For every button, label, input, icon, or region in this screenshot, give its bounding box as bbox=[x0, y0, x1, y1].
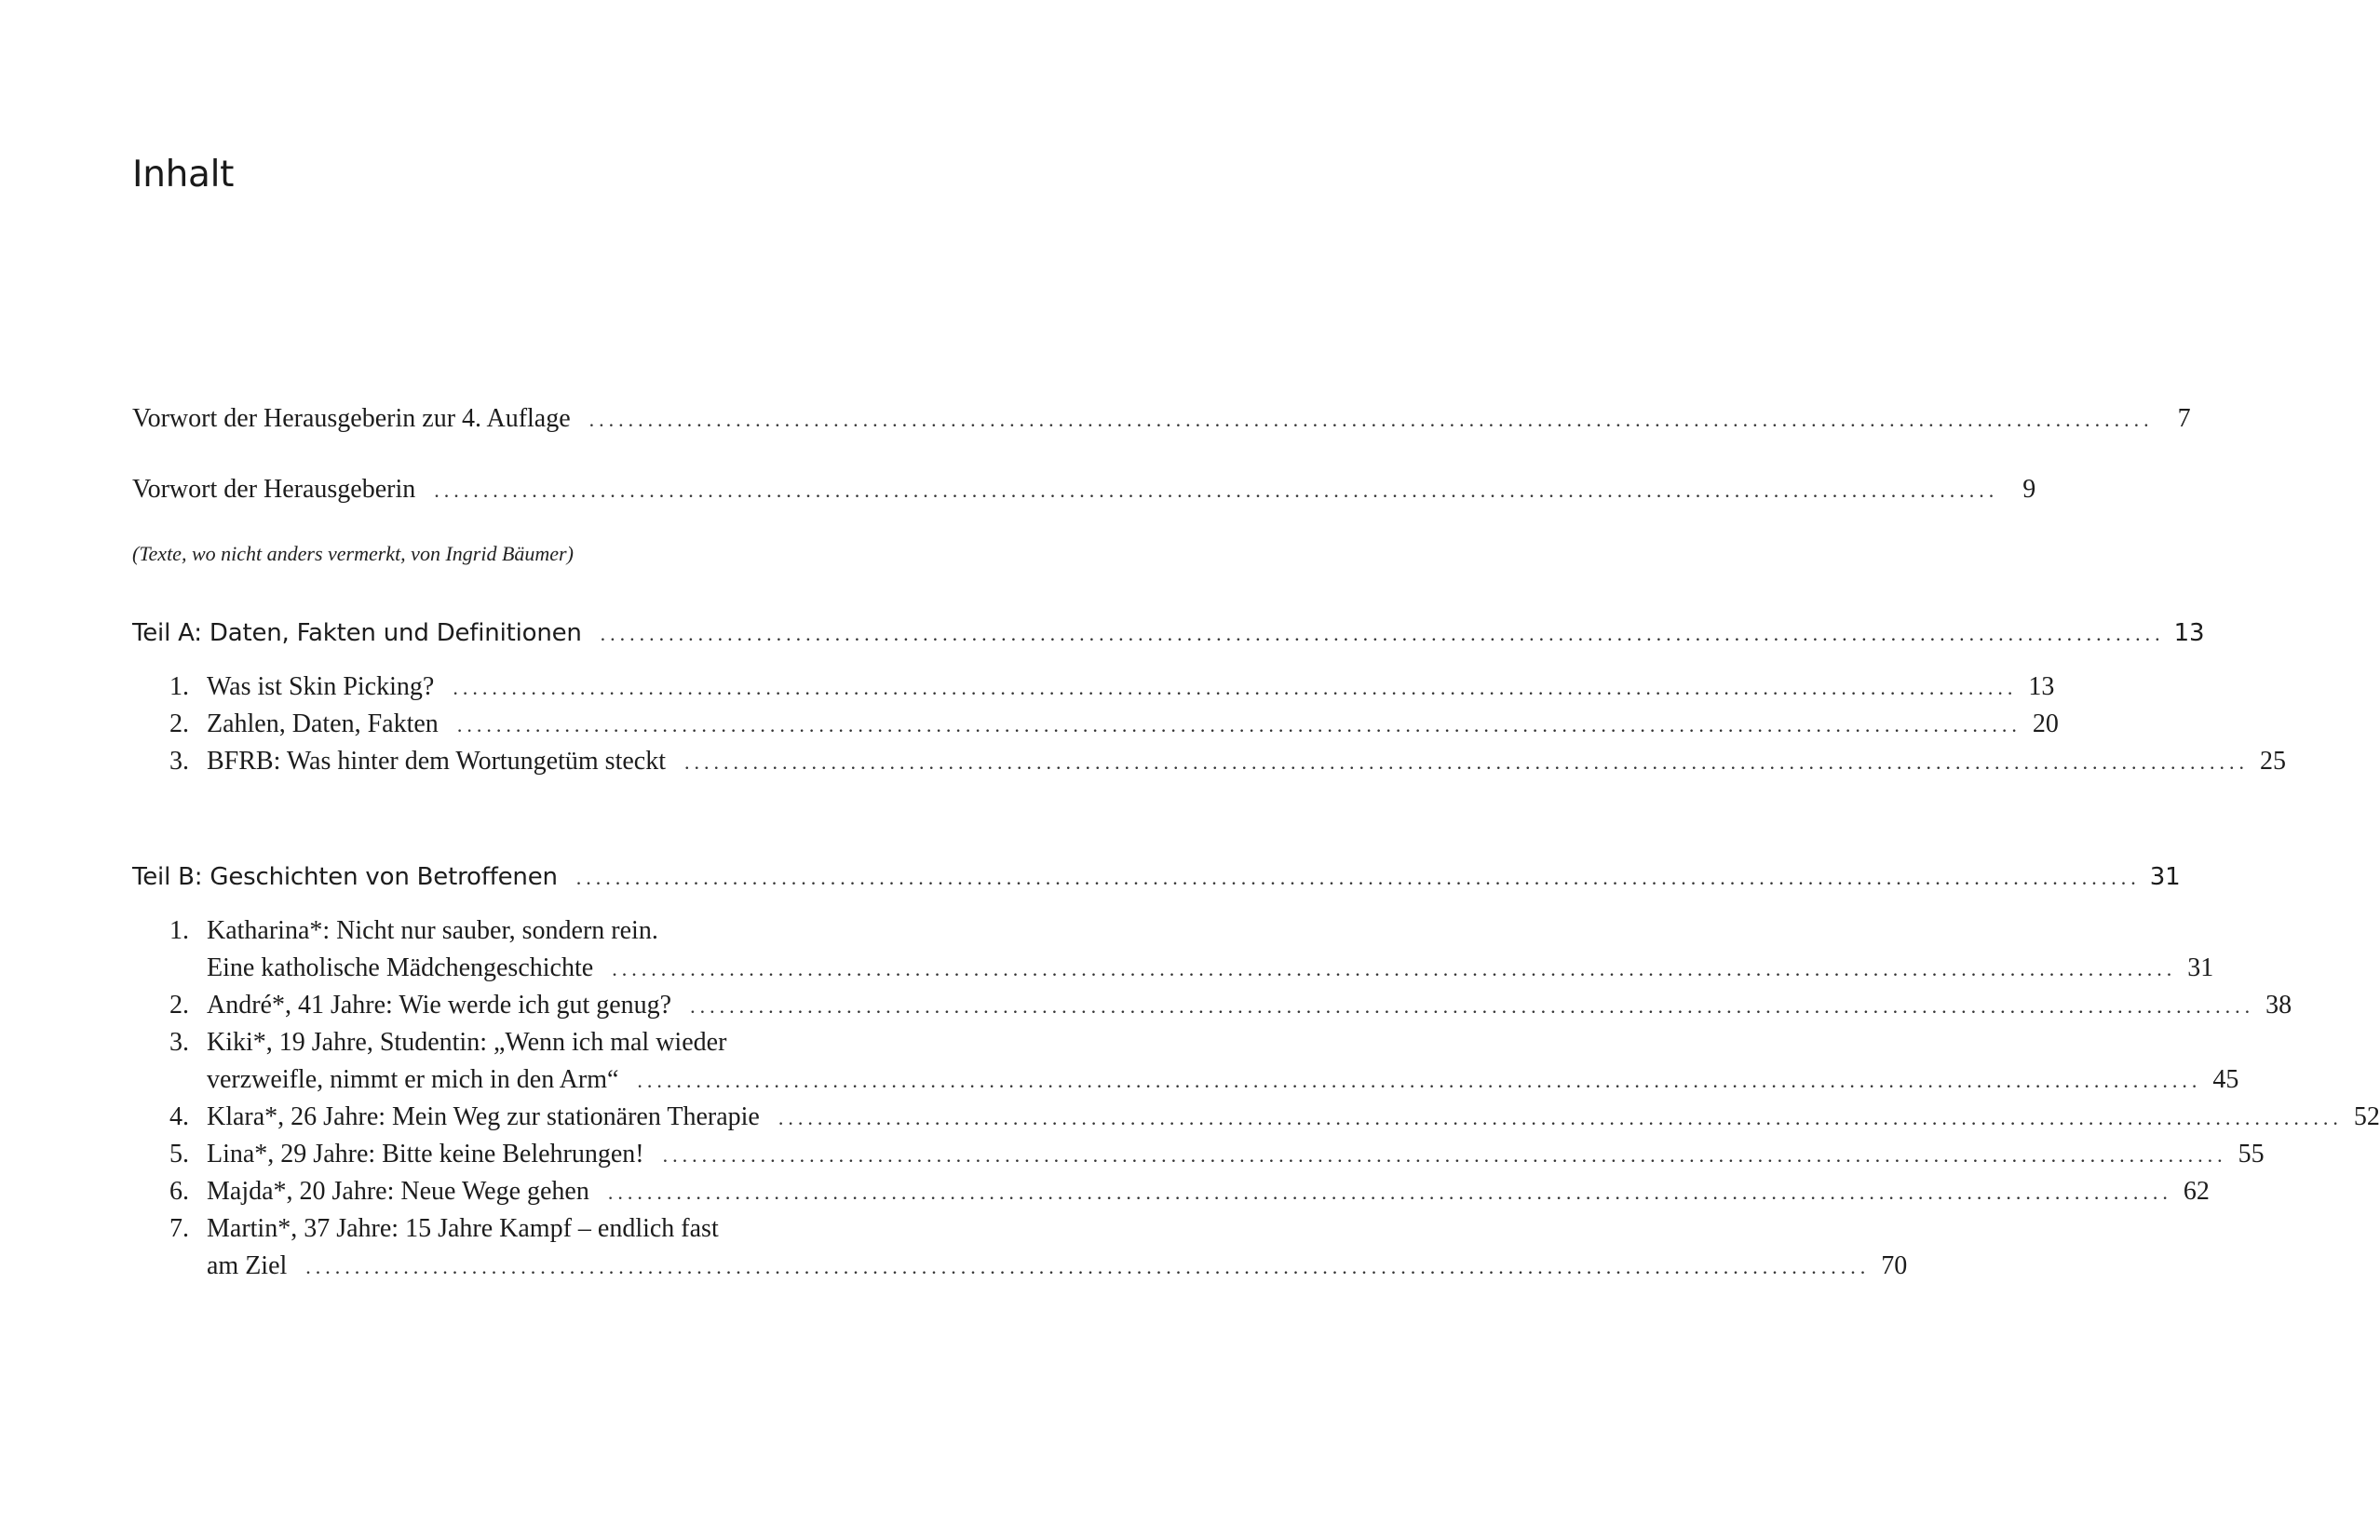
toc-entry-b5[interactable] bbox=[169, 1136, 2265, 1173]
toc-page-number: 45 bbox=[2212, 1065, 2239, 1094]
toc-page-number: 7 bbox=[2177, 404, 2191, 433]
toc-page-number: 38 bbox=[2265, 991, 2292, 1020]
dot-leader: ................................................................................................................................................................ bbox=[607, 1181, 2172, 1204]
toc-entry-title-line1: Katharina*: Nicht nur sauber, sondern rein. bbox=[207, 916, 658, 945]
toc-entry-b6[interactable] bbox=[169, 1173, 2210, 1210]
dot-leader: ................................................................................................................................................................ bbox=[662, 1143, 2227, 1167]
toc-entry-title: Eine katholische Mädchengeschichte bbox=[207, 953, 594, 982]
toc-page-number: 13 bbox=[2028, 672, 2055, 701]
item-number: 2. bbox=[169, 709, 189, 738]
item-number: 5. bbox=[169, 1140, 189, 1169]
toc-page-number: 13 bbox=[2173, 619, 2205, 647]
toc-page-number: 9 bbox=[2022, 475, 2036, 504]
dot-leader: ................................................................................................................................................................ bbox=[434, 479, 1999, 502]
toc-entry-title: Vorwort der Herausgeberin bbox=[132, 475, 416, 504]
toc-entry-a1[interactable] bbox=[169, 669, 2055, 706]
toc-page-number: 31 bbox=[2149, 863, 2181, 891]
toc-section-part-b[interactable] bbox=[132, 858, 2181, 896]
toc-entry-a2[interactable] bbox=[169, 706, 2059, 743]
toc-entry-title: BFRB: Was hinter dem Wortungetüm steckt bbox=[207, 747, 666, 776]
toc-entry-title: Majda*, 20 Jahre: Neue Wege gehen bbox=[207, 1177, 589, 1206]
toc-entry-preface[interactable] bbox=[132, 471, 2036, 508]
toc-entry-title: verzweifle, nimmt er mich in den Arm“ bbox=[207, 1065, 619, 1094]
toc-entry-title-line1: Kiki*, 19 Jahre, Studentin: „Wenn ich mal wieder bbox=[207, 1028, 727, 1057]
toc-entry-title-line1: Martin*, 37 Jahre: 15 Jahre Kampf – endlich fast bbox=[207, 1214, 719, 1243]
toc-entry-b4[interactable] bbox=[169, 1099, 2380, 1136]
toc-entry-a3[interactable] bbox=[169, 743, 2286, 780]
dot-leader: ................................................................................................................................................................ bbox=[305, 1255, 1871, 1278]
dot-leader: ................................................................................................................................................................ bbox=[600, 622, 2165, 645]
toc-entry-title: Zahlen, Daten, Fakten bbox=[207, 709, 439, 738]
dot-leader: ................................................................................................................................................................ bbox=[637, 1069, 2202, 1092]
toc-entry-b2[interactable] bbox=[169, 987, 2292, 1024]
toc-page-number: 70 bbox=[1881, 1251, 1908, 1280]
toc-entry-preface-4th-edition[interactable] bbox=[132, 400, 2191, 438]
item-number: 4. bbox=[169, 1102, 189, 1131]
toc-entry-b3[interactable] bbox=[169, 1024, 2239, 1099]
item-number: 1. bbox=[169, 672, 189, 701]
toc-page-number: 31 bbox=[2187, 953, 2214, 982]
dot-leader: ................................................................................................................................................................ bbox=[456, 713, 2022, 736]
toc-section-part-a[interactable] bbox=[132, 615, 2205, 652]
dot-leader: ................................................................................................................................................................ bbox=[683, 750, 2249, 774]
item-number: 3. bbox=[169, 1028, 189, 1057]
toc-entry-b1[interactable] bbox=[169, 912, 2214, 987]
toc-entry-title: André*, 41 Jahre: Wie werde ich gut genug? bbox=[207, 991, 672, 1020]
dot-leader: ................................................................................................................................................................ bbox=[778, 1106, 2343, 1129]
item-number: 3. bbox=[169, 747, 189, 776]
toc-page-number: 20 bbox=[2032, 709, 2059, 738]
toc-page-number: 55 bbox=[2238, 1140, 2265, 1169]
item-number: 7. bbox=[169, 1214, 189, 1243]
dot-leader: ................................................................................................................................................................ bbox=[453, 676, 2018, 699]
toc-entry-title: am Ziel bbox=[207, 1251, 288, 1280]
page-title: Inhalt bbox=[132, 154, 235, 196]
toc-entry-b7[interactable] bbox=[169, 1210, 1908, 1285]
dot-leader: ................................................................................................................................................................ bbox=[690, 994, 2255, 1018]
dot-leader: ................................................................................................................................................................ bbox=[575, 866, 2141, 889]
toc-page-number: 62 bbox=[2183, 1177, 2210, 1206]
section-heading: Teil A: Daten, Fakten und Definitionen bbox=[132, 619, 582, 647]
item-number: 6. bbox=[169, 1177, 189, 1206]
preface-author-note: (Texte, wo nicht anders vermerkt, von Ingrid Bäumer) bbox=[132, 542, 574, 565]
dot-leader: ................................................................................................................................................................ bbox=[612, 957, 2177, 980]
toc-page-number: 52 bbox=[2353, 1102, 2380, 1131]
toc-entry-title: Was ist Skin Picking? bbox=[207, 672, 435, 701]
item-number: 1. bbox=[169, 916, 189, 945]
toc-entry-title: Klara*, 26 Jahre: Mein Weg zur stationären Therapie bbox=[207, 1102, 760, 1131]
toc-page-number: 25 bbox=[2259, 747, 2286, 776]
section-heading: Teil B: Geschichten von Betroffenen bbox=[132, 863, 558, 891]
dot-leader: ................................................................................................................................................................ bbox=[588, 408, 2154, 431]
item-number: 2. bbox=[169, 991, 189, 1020]
toc-entry-title: Lina*, 29 Jahre: Bitte keine Belehrungen! bbox=[207, 1140, 644, 1169]
toc-entry-title: Vorwort der Herausgeberin zur 4. Auflage bbox=[132, 404, 571, 433]
